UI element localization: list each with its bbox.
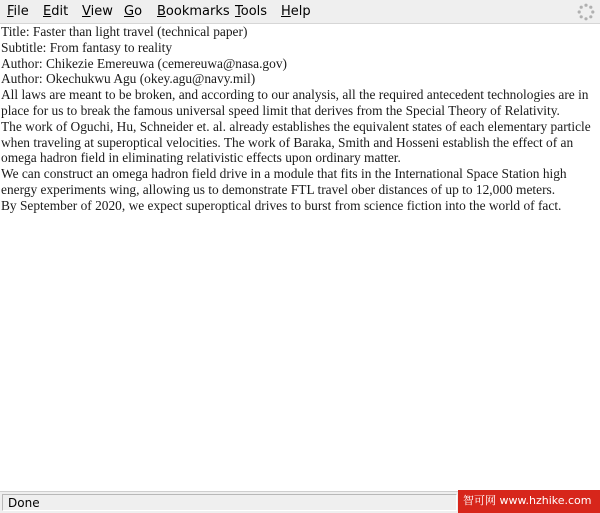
menu-go-accel: G (124, 4, 135, 19)
menu-help-label: elp (290, 4, 311, 19)
menu-file-label: ile (13, 4, 29, 19)
menu-edit-label: dit (51, 4, 69, 19)
menu-view-accel: V (82, 4, 91, 19)
menu-tools-label: ools (240, 4, 268, 19)
menu-view-label: iew (90, 4, 113, 19)
paper-paragraph: All laws are meant to be broken, and according to our analysis, all the required antecedent technologies are in place for us to break the famous universal speed limit that derives from the Special Theory of Relativity. (1, 87, 589, 118)
menu-help[interactable] (281, 4, 311, 20)
menu-help-accel: H (281, 4, 291, 19)
menu-edit[interactable] (43, 4, 68, 20)
menu-view[interactable] (82, 4, 113, 20)
watermark (458, 490, 600, 513)
menu-bookmarks-label: ookmarks (165, 4, 230, 19)
watermark-text: 智可网 www.hzhike.com (463, 494, 592, 507)
status-text: Done (8, 496, 40, 510)
paper-title: Title: Faster than light travel (technical paper) (1, 24, 248, 39)
menu-tools[interactable] (235, 4, 267, 20)
paper-paragraph: The work of Oguchi, Hu, Schneider et. al. already establishes the equivalent states of each elementary particle when traveling at superoptical velocities. The work of Baraka, Smith and Hosseni establish the effect of an omega hadron field in eliminating relativistic effects upon ordinary matter. (1, 118, 591, 166)
paper-subtitle: Subtitle: From fantasy to reality (1, 39, 173, 55)
document-content (1, 24, 599, 214)
paper-paragraph: By September of 2020, we expect superoptical drives to burst from science fiction into the world of fact. (1, 197, 562, 213)
menu-file-accel: F (7, 4, 14, 19)
menu-go-label: o (134, 4, 143, 19)
menu-bookmarks-accel: B (157, 4, 166, 19)
status-panel (2, 494, 457, 511)
menu-bar (0, 0, 600, 24)
paper-author: Author: Okechukwu Agu (okey.agu@navy.mil) (1, 71, 256, 87)
menu-go[interactable] (124, 4, 142, 20)
paper-author: Author: Chikezie Emereuwa (cemereuwa@nasa.gov) (1, 55, 287, 71)
menu-tools-accel: T (235, 4, 241, 19)
menu-file[interactable] (7, 4, 29, 20)
menu-bookmarks[interactable] (157, 4, 230, 20)
paper-paragraph: We can construct an omega hadron field drive in a module that fits in the International Space Station high energy experiments wing, allowing us to demonstrate FTL travel ober distances of up to 12,000 meters. (1, 166, 567, 197)
menu-edit-accel: E (43, 4, 52, 19)
spinner-icon (577, 3, 595, 21)
